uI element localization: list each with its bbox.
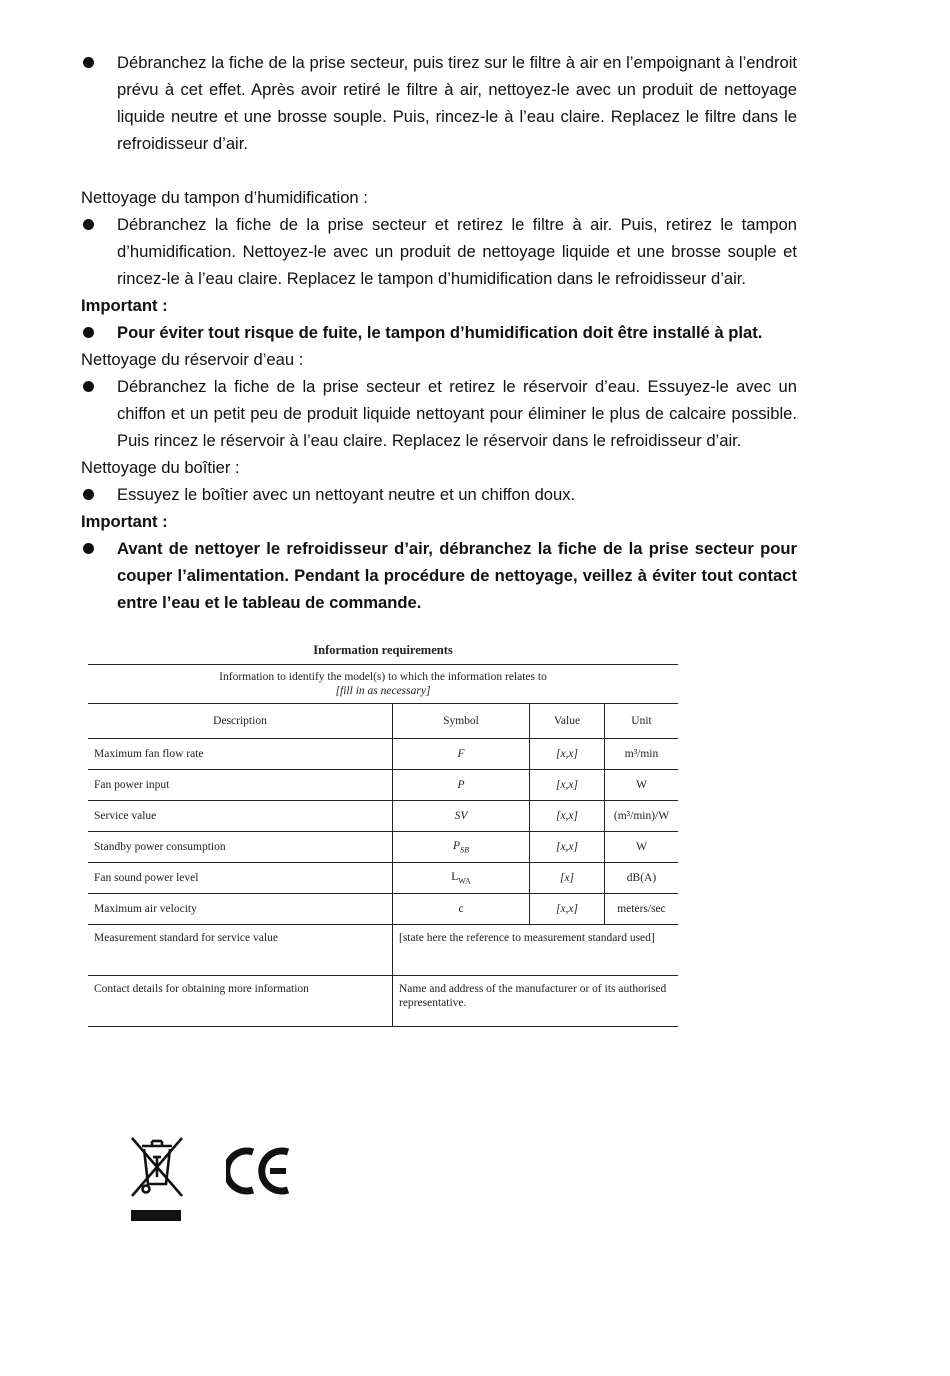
table-intro [88, 665, 678, 704]
row-unit: meters/sec [605, 894, 679, 925]
row-symbol: $P_{SB}$ [393, 832, 530, 863]
table-row [88, 832, 678, 863]
table-row [88, 863, 678, 894]
table-row [88, 976, 678, 1027]
row-value: [x,x] [530, 801, 605, 832]
bullet-pad-flat-text: Pour éviter tout risque de fuite, le tampon d’humidification doit être installé à plat. [117, 323, 763, 342]
important-label-1: Important : [81, 296, 168, 315]
table-title: Information requirements [313, 643, 453, 657]
bullet-case-text: Essuyez le boîtier avec un nettoyant neutre et un chiffon doux. [117, 485, 576, 504]
information-requirements-table [88, 640, 678, 1027]
contact-details-value: Name and address of the manufacturer or of its authorised representative. [393, 976, 679, 1027]
ce-mark-icon [226, 1146, 294, 1196]
row-unit: dB(A) [605, 863, 679, 894]
col-header-value: Value [530, 704, 605, 739]
bullet-dot [83, 543, 94, 554]
table-row [88, 925, 678, 976]
cleaning-instructions [81, 49, 797, 616]
row-description: Standby power consumption [88, 832, 393, 863]
row-unit: (m³/min)/W [605, 801, 679, 832]
row-symbol: P [393, 770, 530, 801]
heading-pad-cleaning: Nettoyage du tampon d’humidification : [81, 188, 368, 207]
bullet-dot [83, 57, 94, 68]
heading-tank-cleaning: Nettoyage du réservoir d’eau : [81, 350, 304, 369]
bullet-case [81, 481, 797, 508]
bullet-pad [81, 211, 797, 292]
row-value: [x,x] [530, 894, 605, 925]
bullet-pad-flat [81, 319, 797, 346]
col-header-description: Description [88, 704, 393, 739]
col-header-unit: Unit [605, 704, 679, 739]
bullet-dot [83, 381, 94, 392]
col-header-symbol: Symbol [393, 704, 530, 739]
row-unit: m³/min [605, 739, 679, 770]
table-intro-line1: Information to identify the model(s) to which the information relates to [219, 671, 547, 683]
row-value: [x,x] [530, 832, 605, 863]
row-description: Fan sound power level [88, 863, 393, 894]
bullet-dot [83, 327, 94, 338]
bullet-unplug [81, 535, 797, 616]
bullet-dot [83, 219, 94, 230]
bullet-filter [81, 49, 797, 157]
table-row [88, 770, 678, 801]
row-symbol: F [393, 739, 530, 770]
table-row [88, 739, 678, 770]
row-value: [x,x] [530, 770, 605, 801]
important-label-2: Important : [81, 512, 168, 531]
measurement-standard-label: Measurement standard for service value [88, 925, 393, 976]
table-row [88, 801, 678, 832]
heading-case-cleaning: Nettoyage du boîtier : [81, 458, 240, 477]
bullet-pad-text: Débranchez la fiche de la prise secteur et retirez le filtre à air. Puis, retirez le tampon d’humidification. Nettoyez-le avec un produit de nettoyage liquide et une brosse souple et rincez-le à l’eau claire. Replacez le tampon d’humidification dans le refroidisseur d’air. [117, 215, 797, 288]
ce-mark [226, 1146, 294, 1201]
row-description: Fan power input [88, 770, 393, 801]
contact-details-label: Contact details for obtaining more information [88, 976, 393, 1027]
row-symbol: SV [393, 801, 530, 832]
row-description: Maximum fan flow rate [88, 739, 393, 770]
bullet-tank [81, 373, 797, 454]
row-symbol: c [393, 894, 530, 925]
measurement-standard-value: [state here the reference to measurement standard used] [393, 925, 679, 976]
bullet-filter-text: Débranchez la fiche de la prise secteur, puis tirez sur le filtre à air en l’empoignant à l’endroit prévu à cet effet. Après avoir retiré le filtre à air, nettoyez-le avec un produit de nettoyage liquide neutre et une brosse souple. Puis, rincez-le à l’eau claire. Replacez le filtre dans le refroidisseur d’air. [117, 53, 797, 153]
bullet-dot [83, 489, 94, 500]
row-description: Maximum air velocity [88, 894, 393, 925]
table-intro-line2: [fill in as necessary] [335, 685, 431, 697]
row-value: [x] [530, 863, 605, 894]
table-row [88, 894, 678, 925]
row-value: [x,x] [530, 739, 605, 770]
row-symbol: $L_{WA}$ [393, 863, 530, 894]
bullet-unplug-text: Avant de nettoyer le refroidisseur d’air, débranchez la fiche de la prise secteur pour couper l’alimentation. Pendant la procédure de nettoyage, veillez à éviter tout contact entre l’eau et le tableau de commande. [117, 539, 797, 612]
row-unit: W [605, 832, 679, 863]
row-description: Service value [88, 801, 393, 832]
bullet-tank-text: Débranchez la fiche de la prise secteur et retirez le réservoir d’eau. Essuyez-le avec un chiffon et un petit peu de produit liquide nettoyant pour éliminer le plus de calcaire possible. Puis rincez le réservoir à l’eau claire. Replacez le réservoir dans le refroidisseur d’air. [117, 377, 797, 450]
row-unit: W [605, 770, 679, 801]
